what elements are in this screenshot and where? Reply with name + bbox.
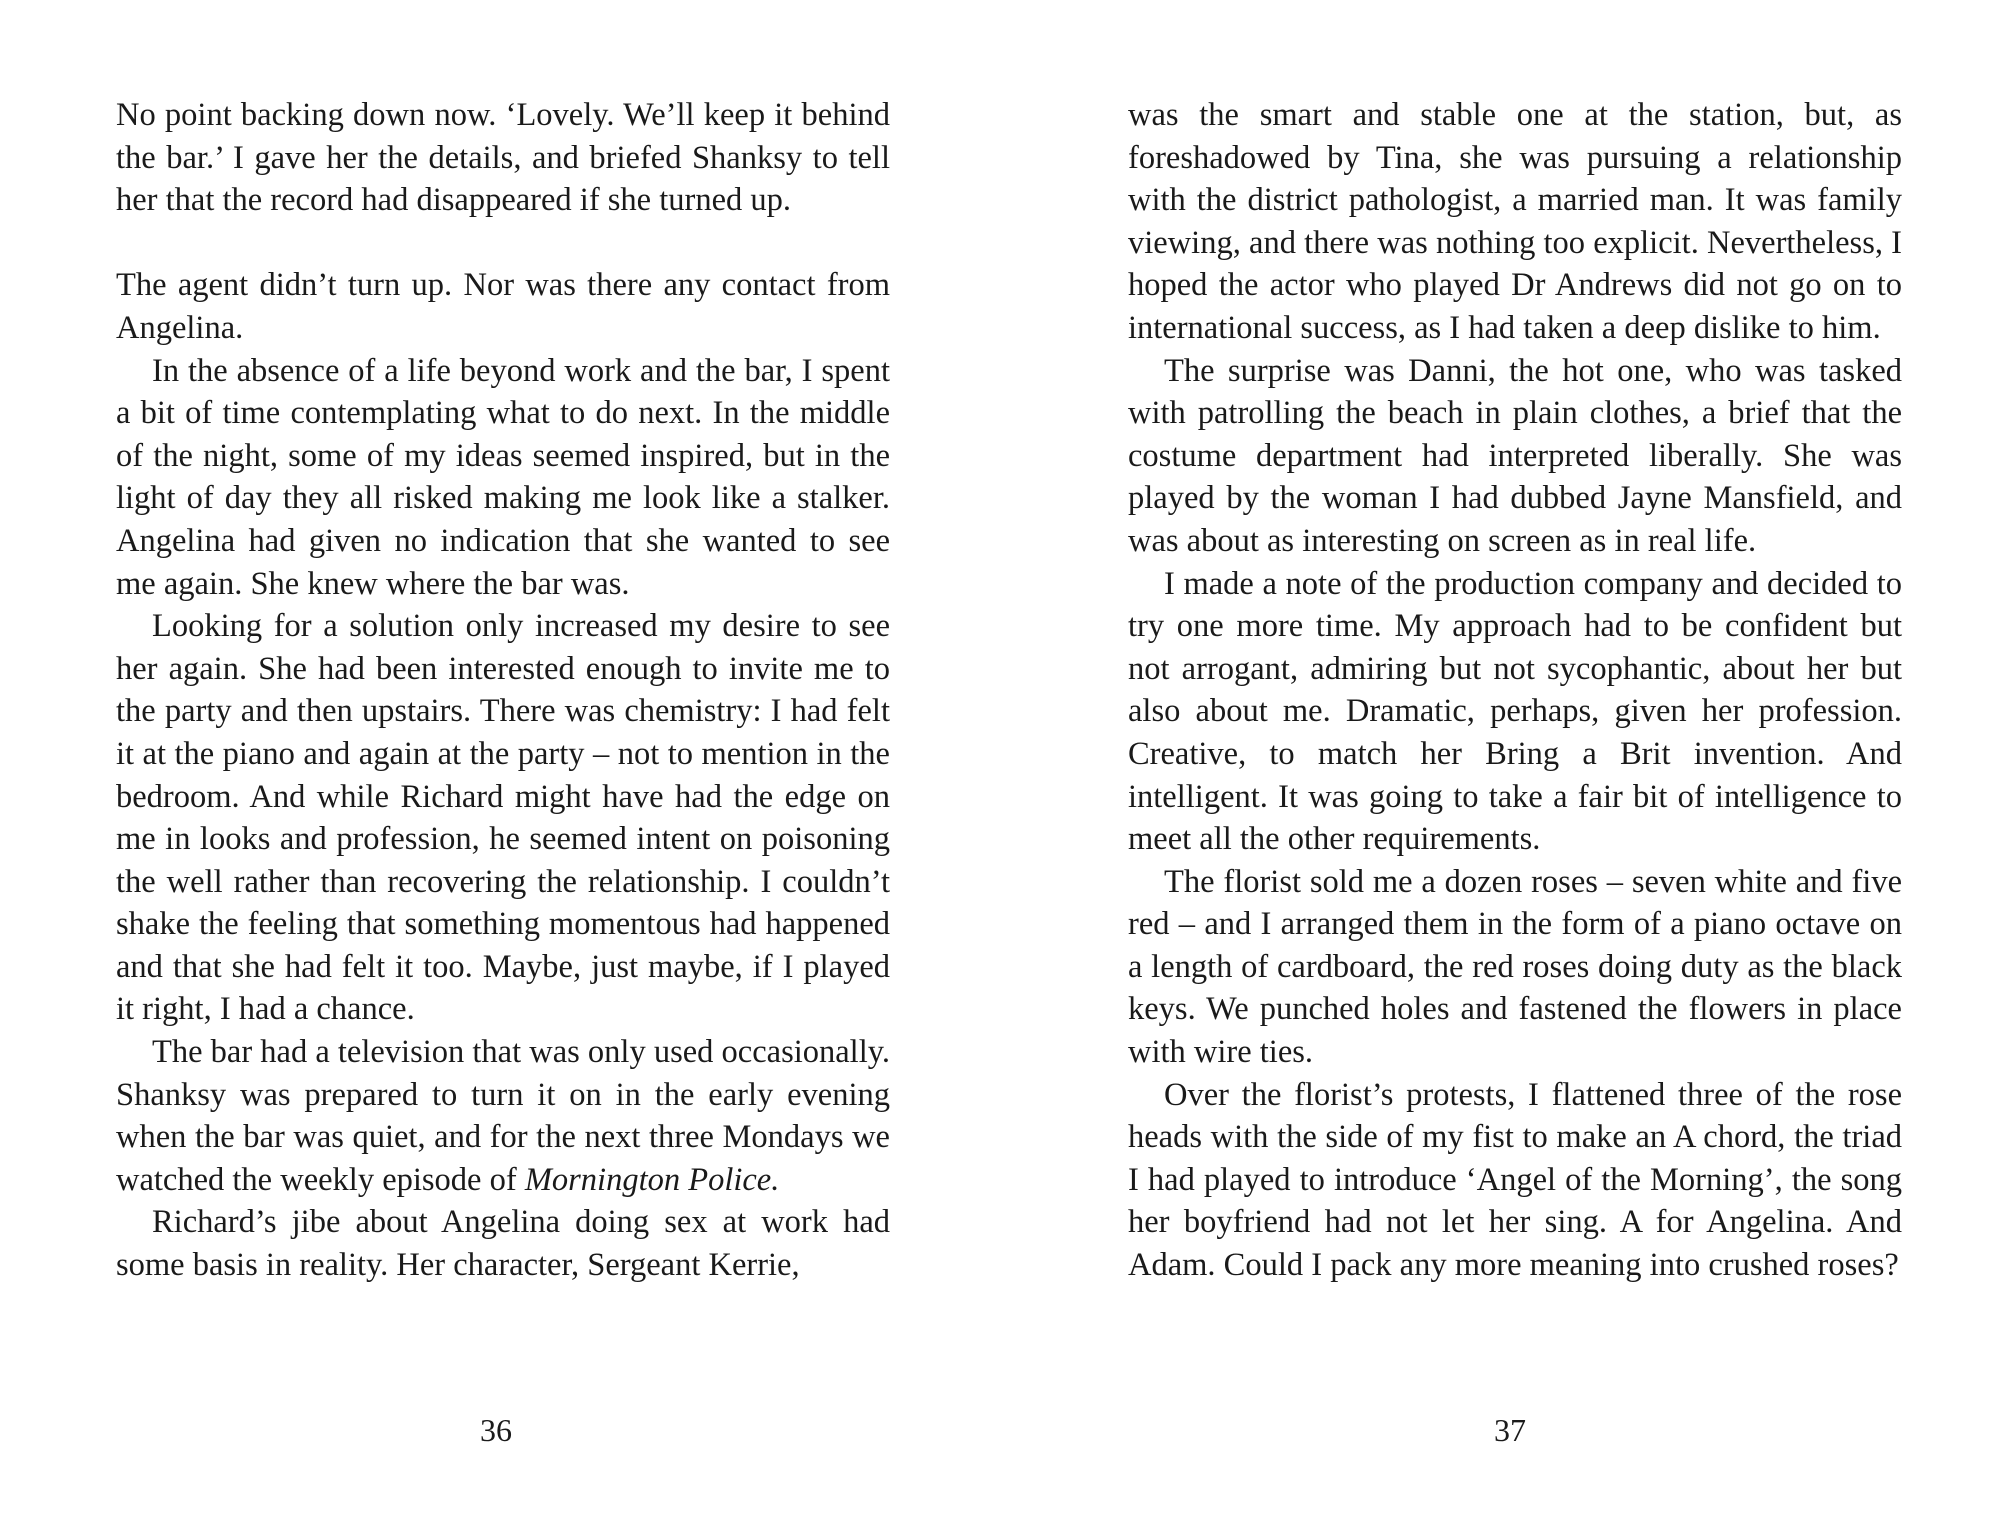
paragraph: Over the florist’s protests, I flattened three of the rose heads with the side of my fist to make an A chord, the triad I had played to introduce ‘Angel of the Morning’, the song her boyfriend had not let her sing. A for Angelina. And Adam. Could I pack any more meaning into crushed roses? xyxy=(1128,1076,1902,1284)
paragraph: I made a note of the production company and decided to try one more time. My approach had to be confident but not arrogant, admiring but not sycophantic, about her but also about me. Dramatic, perhaps, given her profession. Creative, to match her Bring a Brit invention. And intelligent. It was going to take a fair bit of intelligence to meet all the other requirements. xyxy=(1128,565,1902,858)
paragraph: The agent didn’t turn up. Nor was there any contact from Angelina. xyxy=(116,267,890,346)
right-page xyxy=(1000,0,2000,1538)
paragraph: Richard’s jibe about Angelina doing sex at work had some basis in reality. Her character, Sergeant Kerrie, xyxy=(116,1204,890,1284)
paragraph: was the smart and stable one at the station, but, as foreshadowed by Tina, she was pursuing a relationship with the district pathologist, a married man. It was family viewing, and there was nothing too explicit. Nevertheless, I hoped the actor who played Dr Andrews did not go on to international success, as I had taken a deep dislike to him. xyxy=(1128,97,1902,346)
left-page-text xyxy=(116,94,890,1287)
paragraph: Looking for a solution only increased my desire to see her again. She had been interested enough to invite me to the party and then upstairs. There was chemistry: I had felt it at the piano and again at the party – not to mention in the bedroom. And while Richard might have had the edge on me in looks and profession, he seemed intent on poisoning the well rather than recovering the relationship. I couldn’t shake the feeling that something momentous had happened and that she had felt it too. Maybe, just maybe, if I played it right, I had a chance. xyxy=(116,608,890,1028)
right-page-text xyxy=(1128,94,1902,1287)
paragraph: In the absence of a life beyond work and the bar, I spent a bit of time contemplating what to do next. In the middle of the night, some of my ideas seemed inspired, but in the light of day they all risked making me look like a stalker. Angelina had given no indication that she wanted to see me again. She knew where the bar was. xyxy=(116,352,890,602)
paragraph: The surprise was Danni, the hot one, who was tasked with patrolling the beach in plain clothes, a brief that the costume department had interpreted liberally. She was played by the woman I had dubbed Jayne Mansfield, and was about as interesting on screen as in real life. xyxy=(1128,352,1902,559)
paragraph: No point backing down now. ‘Lovely. We’ll keep it behind the bar.’ I gave her the details, and briefed Shanksy to tell her that the record had disappeared if she turned up. xyxy=(116,97,890,219)
paragraph: The florist sold me a dozen roses – seven white and five red – and I arranged them in the form of a piano octave on a length of cardboard, the red roses doing duty as the black keys. We punched holes and fastened the flowers in place with wire ties. xyxy=(1128,863,1902,1071)
paragraph-text: The bar had a television that was only used occasionally. Shanksy was prepared to turn it on in the early evening when the bar was quiet, and for the next three Mondays we watched the weekly episode of xyxy=(116,1034,890,1198)
show-title: Mornington Police. xyxy=(524,1161,780,1198)
page-number: 36 xyxy=(480,1412,512,1448)
page-number: 37 xyxy=(1494,1412,1526,1448)
paragraph xyxy=(116,1031,890,1201)
